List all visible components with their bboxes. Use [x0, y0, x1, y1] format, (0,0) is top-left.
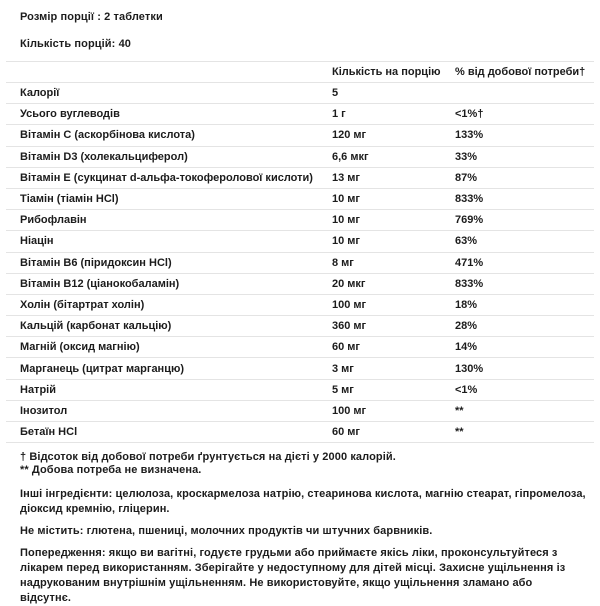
nutrient-name-cell: Рибофлавін [20, 214, 87, 227]
daily-value-cell: 28% [455, 320, 478, 333]
label-footer [20, 451, 586, 606]
daily-value-cell: ** [455, 426, 464, 439]
amount-cell: 13 мг [332, 171, 361, 184]
table-row [6, 337, 594, 358]
amount-cell: 120 мг [332, 129, 367, 142]
amount-cell: 10 мг [332, 214, 361, 227]
table-row [6, 125, 594, 146]
amount-cell: 3 мг [332, 362, 354, 375]
daily-value-cell: 33% [455, 150, 478, 163]
warnings-label: Попередження: [20, 547, 106, 559]
table-row [6, 253, 594, 274]
table-row [6, 147, 594, 168]
daily-value-cell: 87% [455, 171, 478, 184]
daily-value-cell: 833% [455, 277, 484, 290]
amount-cell: 100 мг [332, 298, 367, 311]
nutrient-name-cell: Тіамін (тіамін HCl) [20, 193, 119, 206]
other-ingredients-paragraph [20, 487, 586, 517]
table-row [6, 380, 594, 401]
does-not-contain-text: глютена, пшениці, молочних продуктів чи штучних барвників. [83, 525, 433, 537]
nutrient-name-cell: Інозитол [20, 404, 68, 417]
table-row [6, 104, 594, 125]
daily-value-cell: 769% [455, 214, 484, 227]
nutrient-name-cell: Вітамін D3 (холекальциферол) [20, 150, 188, 163]
daily-value-cell: <1%† [455, 108, 484, 121]
daily-value-cell: 133% [455, 129, 484, 142]
does-not-contain-label: Не містить: [20, 525, 84, 537]
amount-cell: 10 мг [332, 235, 361, 248]
daily-value-cell: <1% [455, 383, 478, 396]
daily-value-cell: 18% [455, 298, 478, 311]
table-row [6, 422, 594, 443]
amount-cell: 6,6 мкг [332, 150, 369, 163]
facts-table-body [6, 83, 594, 443]
other-ingredients-label: Інші інгредієнти: [20, 488, 113, 500]
nutrient-name-cell: Ніацін [20, 235, 54, 248]
nutrient-name-cell: Вітамін E (сукцинат d-альфа-токоферолової кислоти) [20, 171, 313, 184]
amount-cell: 60 мг [332, 426, 361, 439]
warnings-text: якщо ви вагітні, годуєте грудьми або приймаєте якісь ліки, проконсультуйтеся з лікарем перед використанням. Зберігайте у недоступному для дітей місці. Захисне ущільнення із надрукованим внутрішнім ущільненням. Не використовуйте, якщо ущільнення зламано або відсутнє. [20, 547, 566, 604]
amount-cell: 5 [332, 87, 339, 100]
table-row [6, 231, 594, 252]
daily-value-cell: ** [455, 404, 464, 417]
amount-cell: 100 мг [332, 404, 367, 417]
daily-value-cell: 130% [455, 362, 484, 375]
nutrient-name-cell: Бетаїн HCl [20, 426, 78, 439]
table-row [6, 83, 594, 104]
nutrient-name-cell: Холін (бітартрат холін) [20, 298, 145, 311]
amount-cell: 20 мкг [332, 277, 366, 290]
header-cell-daily-value: % від добової потреби† [455, 66, 586, 78]
nutrient-name-cell: Кальцій (карбонат кальцію) [20, 320, 172, 333]
amount-cell: 1 г [332, 108, 346, 121]
table-row [6, 189, 594, 210]
table-header-row [6, 61, 594, 83]
serving-size-line: Розмір порції : 2 таблетки [20, 11, 163, 23]
table-row [6, 295, 594, 316]
supplement-facts-table [6, 61, 594, 443]
nutrient-name-cell: Магній (оксид магнію) [20, 341, 140, 354]
footnote-not-established: ** Добова потреба не визначена. [20, 464, 202, 476]
nutrient-name-cell: Марганець (цитрат марганцю) [20, 362, 185, 375]
table-row [6, 210, 594, 231]
warnings-paragraph [20, 546, 586, 606]
daily-value-cell: 63% [455, 235, 478, 248]
nutrient-name-cell: Вітамін B6 (піридоксин HCl) [20, 256, 172, 269]
amount-cell: 5 мг [332, 383, 354, 396]
daily-value-cell: 471% [455, 256, 484, 269]
table-row [6, 274, 594, 295]
table-row [6, 401, 594, 422]
amount-cell: 8 мг [332, 256, 354, 269]
nutrient-name-cell: Калорії [20, 87, 60, 100]
amount-cell: 360 мг [332, 320, 367, 333]
nutrient-name-cell: Вітамін C (аскорбінова кислота) [20, 129, 195, 142]
footnote-daily-value: † Відсоток від добової потреби ґрунтується на дієті у 2000 калорій. [20, 451, 396, 463]
amount-cell: 60 мг [332, 341, 361, 354]
nutrient-name-cell: Вітамін B12 (ціанокобаламін) [20, 277, 180, 290]
other-ingredients-text: целюлоза, кроскармелоза натрію, стеаринова кислота, магнію стеарат, гіпромелоза, діоксид кремнію, гліцерин. [20, 488, 586, 515]
daily-value-cell: 833% [455, 193, 484, 206]
daily-value-cell: 14% [455, 341, 478, 354]
amount-cell: 10 мг [332, 193, 361, 206]
servings-count-line: Кількість порцій: 40 [20, 38, 132, 50]
table-row [6, 316, 594, 337]
table-row [6, 358, 594, 379]
table-row [6, 168, 594, 189]
nutrient-name-cell: Усього вуглеводів [20, 108, 120, 121]
nutrient-name-cell: Натрій [20, 383, 56, 396]
header-cell-amount-per-serving: Кількість на порцію [332, 66, 441, 78]
does-not-contain-paragraph [20, 524, 586, 539]
